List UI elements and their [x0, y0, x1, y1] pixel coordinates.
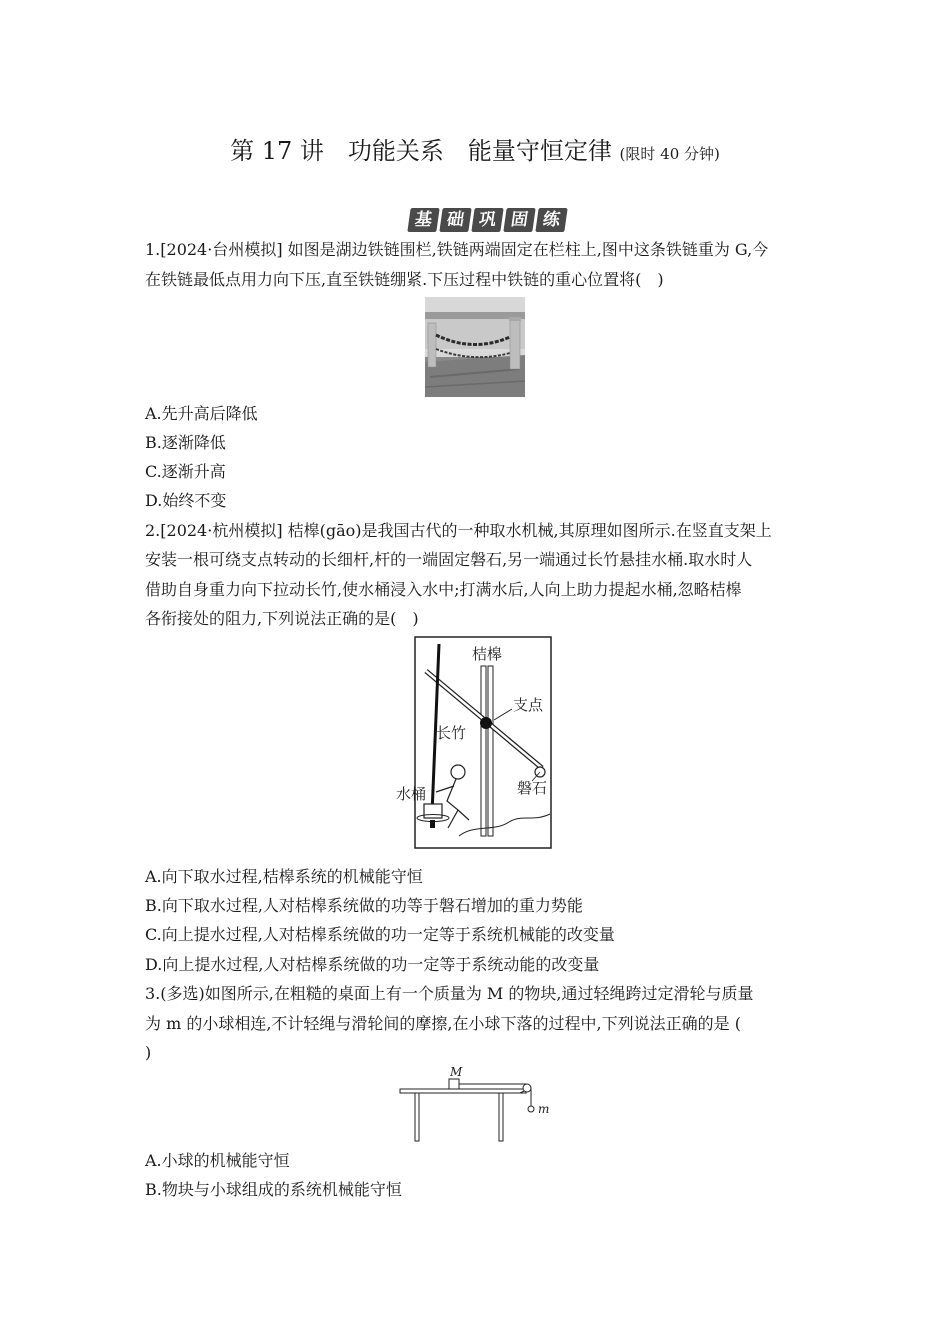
- q3-stem-line: 3.(多选)如图所示,在粗糙的桌面上有一个质量为 M 的物块,通过轻绳跨过定滑轮与质量: [145, 984, 754, 1003]
- label-bucket: 水桶: [396, 785, 427, 803]
- q3-stem-line: ): [145, 1043, 152, 1062]
- q1-option-d: D.始终不变: [145, 491, 227, 510]
- label-frame: 桔槔: [472, 645, 503, 663]
- q2-stem-line: 各衔接处的阻力,下列说法正确的是( ): [145, 609, 419, 628]
- page-title: [0, 134, 950, 171]
- q1-stem-line: 1.[2024·台州模拟] 如图是湖边铁链围栏,铁链两端固定在栏柱上,图中这条铁链重为 G,今: [145, 240, 769, 259]
- q1-option-b: B.逐渐降低: [145, 433, 226, 452]
- q2-stem-line: 2.[2024·杭州模拟] 桔槔(gāo)是我国古代的一种取水机械,其原理如图所示.在竖直支架上: [145, 521, 772, 540]
- q2-option-d: D.向上提水过程,人对桔槔系统做的功一定等于系统动能的改变量: [145, 955, 600, 974]
- shadoof-diagram: [396, 636, 552, 849]
- q2-option-c: C.向上提水过程,人对桔槔系统做的功一定等于系统机械能的改变量: [145, 925, 615, 944]
- table-pulley-diagram: [398, 1064, 558, 1146]
- title-main: 第 17 讲 功能关系 能量守恒定律: [230, 137, 612, 165]
- q3-option-b: B.物块与小球组成的系统机械能守恒: [145, 1180, 402, 1199]
- chain-fence-photo: [425, 297, 525, 397]
- q2-stem-line: 安装一根可绕支点转动的长细杆,杆的一端固定磐石,另一端通过长竹悬挂水桶.取水时人: [145, 550, 753, 569]
- q1-option-c: C.逐渐升高: [145, 462, 226, 481]
- label-bamboo: 长竹: [436, 724, 467, 742]
- q3-option-a: A.小球的机械能守恒: [145, 1151, 290, 1170]
- q2-option-b: B.向下取水过程,人对桔槔系统做的功等于磐石增加的重力势能: [145, 896, 583, 915]
- label-block-M: M: [450, 1065, 463, 1079]
- badge-char: 固: [503, 208, 535, 232]
- q3-stem-line: 为 m 的小球相连,不计轻绳与滑轮间的摩擦,在小球下落的过程中,下列说法正确的是 (: [145, 1014, 741, 1033]
- badge-char: 基: [407, 208, 439, 232]
- q2-option-a: A.向下取水过程,桔槔系统的机械能守恒: [145, 867, 423, 886]
- badge-char: 练: [535, 208, 567, 232]
- time-limit: (限时 40 分钟): [619, 145, 720, 163]
- badge-char: 础: [439, 208, 471, 232]
- label-ball-m: m: [538, 1102, 550, 1116]
- q1-option-a: A.先升高后降低: [145, 404, 258, 423]
- label-stone: 磐石: [517, 779, 548, 797]
- q2-stem-line: 借助自身重力向下拉动长竹,使水桶浸入水中;打满水后,人向上助力提起水桶,忽略桔槔: [145, 580, 742, 599]
- label-pivot: 支点: [513, 696, 544, 714]
- section-badge: [409, 208, 566, 232]
- q1-stem-line: 在铁链最低点用力向下压,直至铁链绷紧.下压过程中铁链的重心位置将( ): [145, 270, 664, 289]
- badge-char: 巩: [471, 208, 503, 232]
